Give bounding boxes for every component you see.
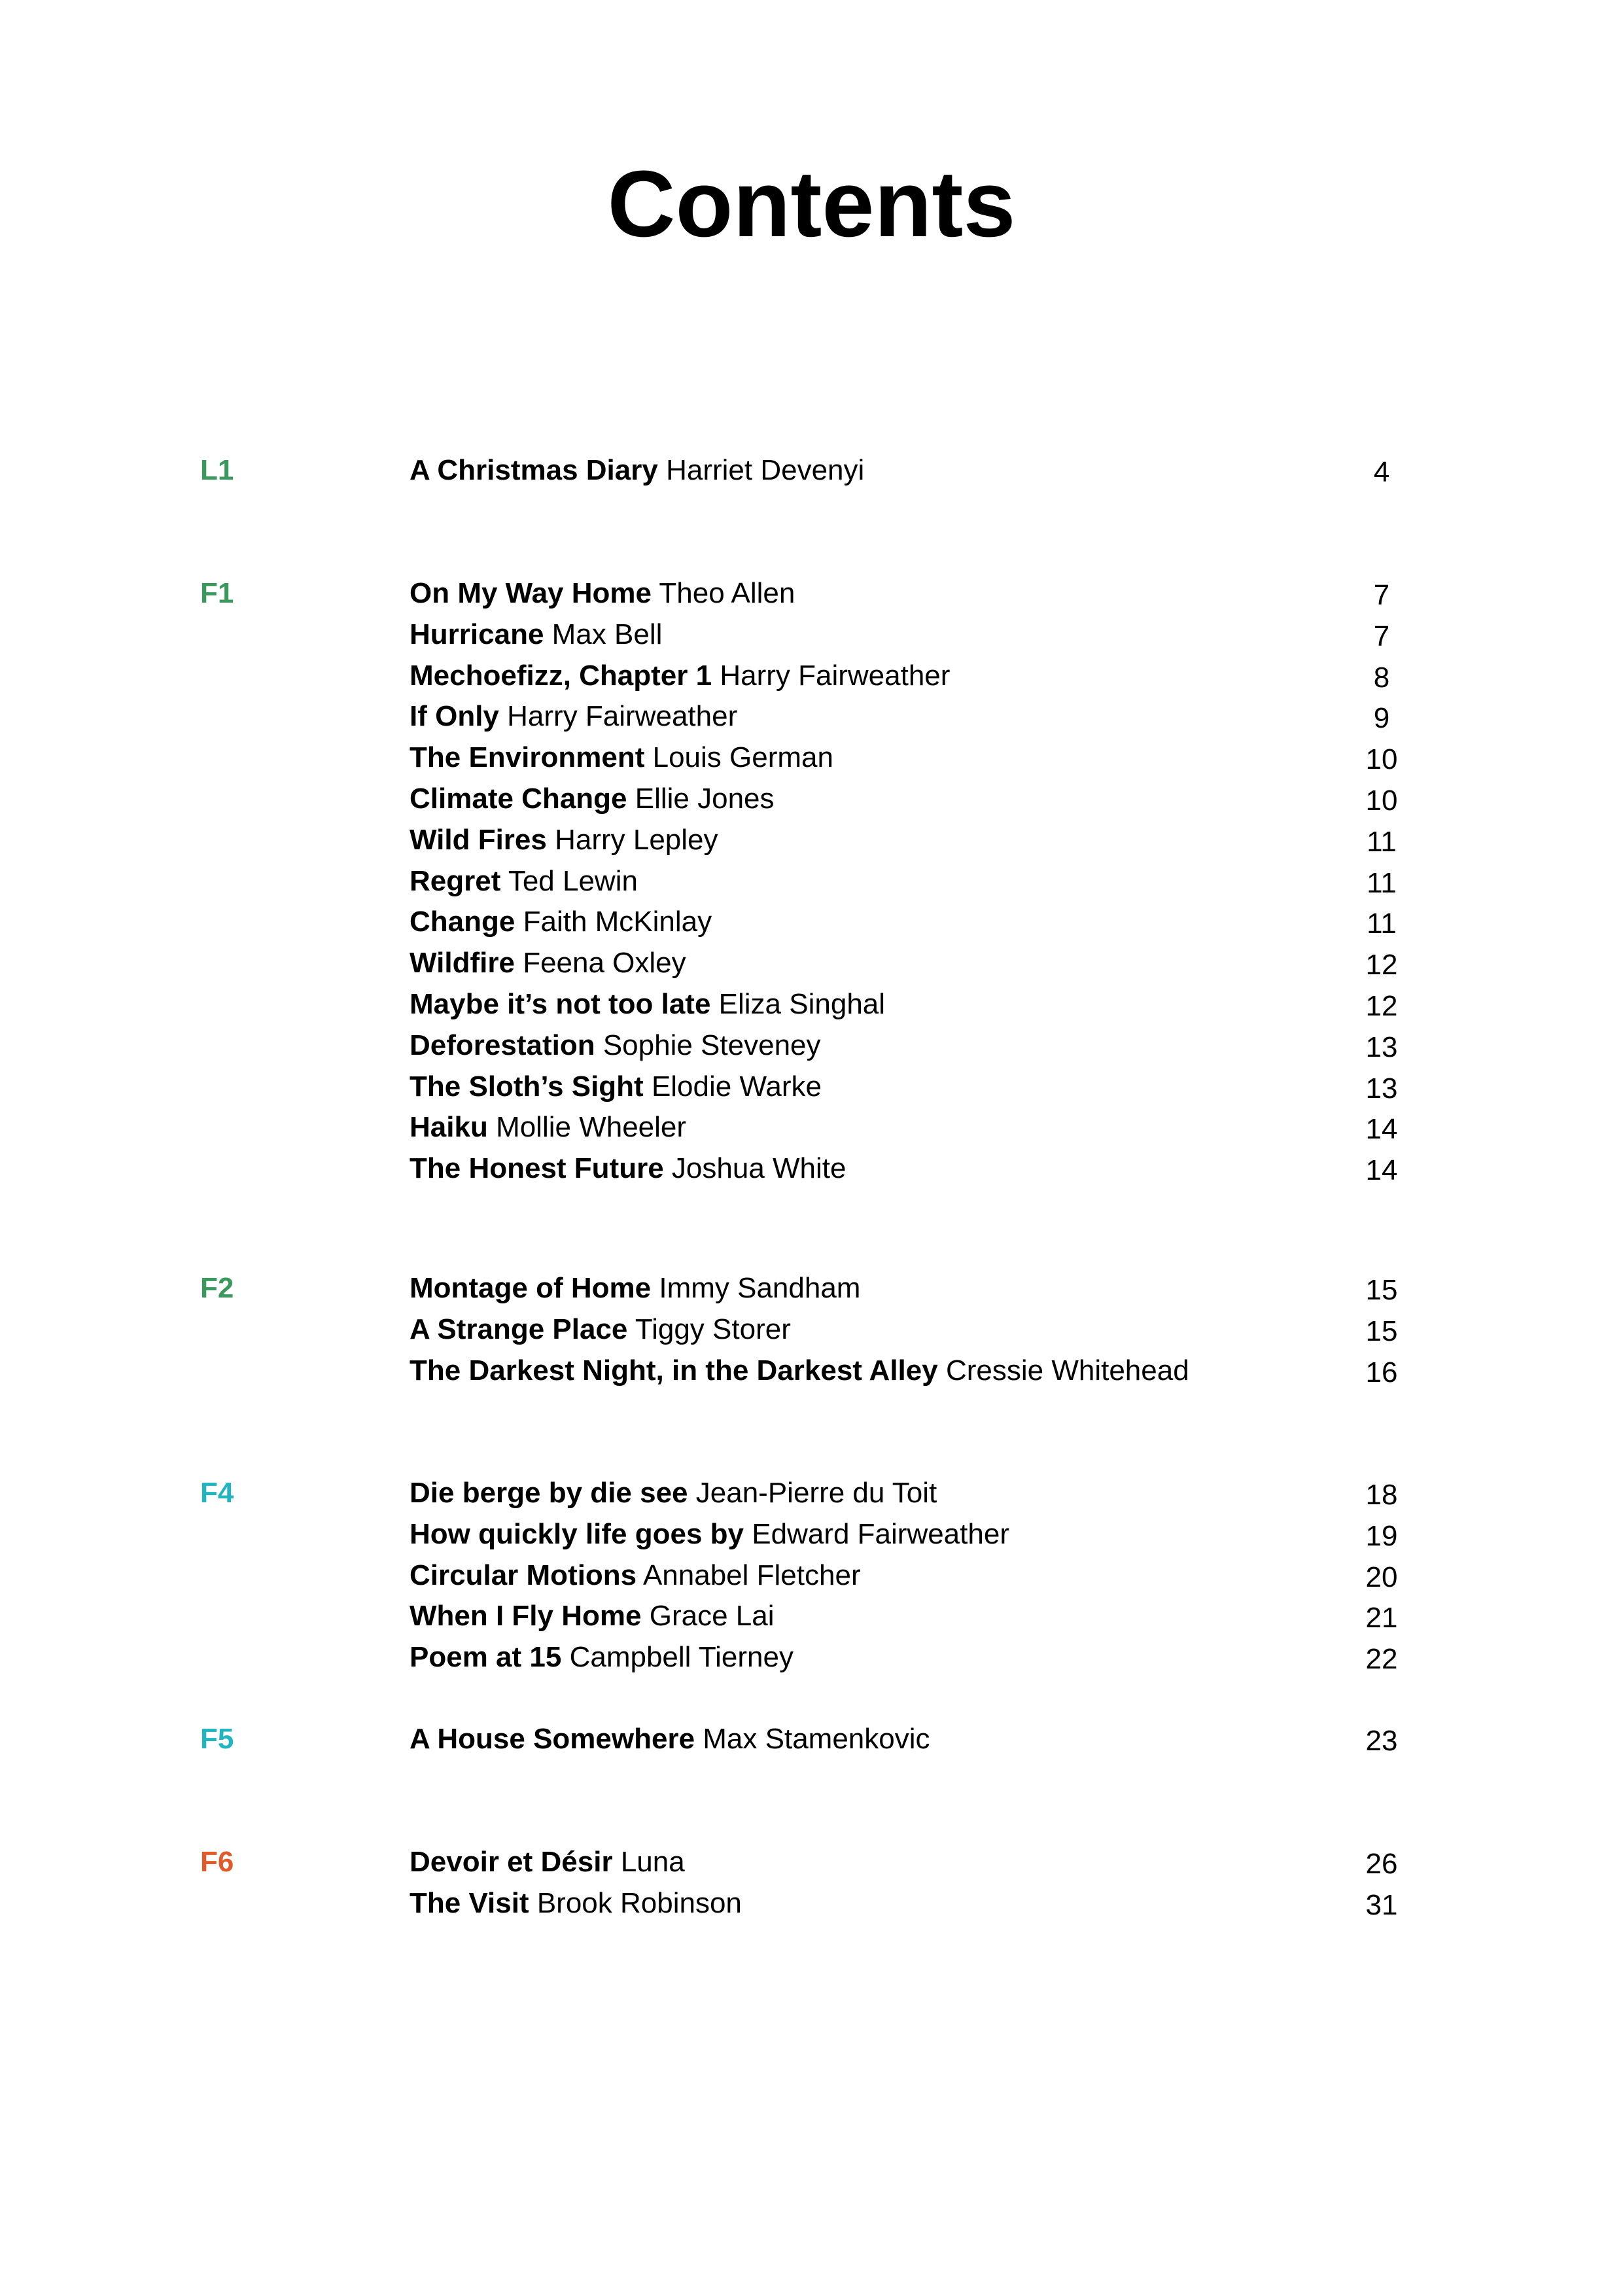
entry-list <box>410 1842 1456 1924</box>
section-label: L1 <box>200 454 234 486</box>
toc-entry <box>410 1842 1456 1883</box>
entry-list <box>410 1473 1456 1678</box>
entry-page-number: 12 <box>1365 949 1398 981</box>
entry-page-number: 16 <box>1365 1356 1398 1388</box>
entry-list <box>410 1268 1456 1391</box>
entry-title: Devoir et Désir <box>410 1846 613 1878</box>
entry-author: Annabel Fletcher <box>642 1559 861 1591</box>
entry-title: Deforestation <box>410 1029 595 1061</box>
toc-entry <box>410 1555 1456 1597</box>
entry-author: Tiggy Storer <box>635 1313 791 1345</box>
toc-entry <box>410 1351 1456 1392</box>
entry-author: Immy Sandham <box>659 1272 861 1304</box>
section-label: F4 <box>200 1477 234 1509</box>
toc-entry <box>410 1309 1456 1351</box>
section-label: F6 <box>200 1846 234 1878</box>
entry-page-number: 15 <box>1365 1274 1398 1306</box>
toc-entry <box>410 1025 1456 1067</box>
entry-author: Mollie Wheeler <box>496 1111 687 1144</box>
entry-title: Poem at 15 <box>410 1641 562 1674</box>
entry-author: Louis German <box>652 741 833 774</box>
toc-entry <box>410 1719 1456 1760</box>
entry-title: On My Way Home <box>410 577 652 609</box>
toc-entry <box>410 820 1456 861</box>
toc-entry <box>410 1637 1456 1678</box>
entry-author: Harry Fairweather <box>507 700 738 733</box>
entry-page-number: 23 <box>1365 1725 1398 1757</box>
toc-entry <box>410 902 1456 943</box>
toc-entry <box>410 1473 1456 1514</box>
entry-page-number: 26 <box>1365 1848 1398 1880</box>
entry-title: Circular Motions <box>410 1559 637 1591</box>
entry-page-number: 12 <box>1365 989 1398 1022</box>
entry-page-number: 13 <box>1365 1072 1398 1104</box>
entry-author: Faith McKinlay <box>523 906 712 938</box>
entry-title: A House Somewhere <box>410 1723 695 1755</box>
entry-page-number: 10 <box>1365 784 1398 817</box>
toc-entry <box>410 861 1456 902</box>
toc-entry <box>410 779 1456 820</box>
toc-entry <box>410 450 1456 491</box>
section-label: F5 <box>200 1723 234 1755</box>
entry-page-number: 14 <box>1365 1113 1398 1146</box>
entry-title: Wildfire <box>410 947 515 980</box>
section-label: F2 <box>200 1272 234 1304</box>
entry-title: Hurricane <box>410 618 544 650</box>
entry-page-number: 31 <box>1365 1888 1398 1921</box>
entry-author: Edward Fairweather <box>752 1517 1009 1550</box>
toc-entry <box>410 573 1456 614</box>
toc-entry <box>410 1107 1456 1148</box>
entry-page-number: 8 <box>1373 661 1390 694</box>
entry-title: The Darkest Night, in the Darkest Alley <box>410 1354 938 1386</box>
entry-title: The Sloth’s Sight <box>410 1070 644 1103</box>
entry-title: When I Fly Home <box>410 1600 642 1633</box>
entry-list <box>410 1719 1456 1760</box>
entry-list <box>410 450 1456 491</box>
entry-title: Die berge by die see <box>410 1477 688 1509</box>
toc-entry <box>410 984 1456 1025</box>
entry-author: Ellie Jones <box>635 782 775 815</box>
entry-title: If Only <box>410 700 499 733</box>
entry-title: Mechoefizz, Chapter 1 <box>410 659 712 692</box>
entry-page-number: 19 <box>1365 1519 1398 1552</box>
entry-author: Max Stamenkovic <box>703 1723 930 1755</box>
toc-entry <box>410 1268 1456 1309</box>
entry-page-number: 15 <box>1365 1315 1398 1347</box>
toc-entry <box>410 737 1456 779</box>
toc-entry <box>410 1514 1456 1555</box>
entry-title: The Visit <box>410 1886 529 1919</box>
entry-title: Montage of Home <box>410 1272 652 1304</box>
entry-author: Eliza Singhal <box>718 987 886 1020</box>
entry-author: Elodie Warke <box>651 1070 822 1103</box>
toc-entry <box>410 1596 1456 1637</box>
entry-list <box>410 573 1456 1190</box>
entry-page-number: 11 <box>1367 908 1397 940</box>
entry-author: Joshua White <box>671 1152 846 1185</box>
entry-title: Change <box>410 906 515 938</box>
entry-page-number: 18 <box>1365 1479 1398 1511</box>
toc-entry <box>410 656 1456 697</box>
entry-author: Feena Oxley <box>523 947 686 980</box>
entry-title: Haiku <box>410 1111 488 1144</box>
entry-page-number: 14 <box>1365 1154 1398 1187</box>
toc-entry <box>410 696 1456 737</box>
entry-title: Maybe it’s not too late <box>410 987 711 1020</box>
entry-author: Grace Lai <box>649 1600 775 1633</box>
entry-author: Brook Robinson <box>536 1886 742 1919</box>
entry-page-number: 11 <box>1367 825 1397 858</box>
toc-entry <box>410 1148 1456 1190</box>
entry-author: Jean-Pierre du Toit <box>695 1477 937 1509</box>
toc-entry <box>410 1883 1456 1924</box>
entry-author: Harry Lepley <box>555 823 718 856</box>
entry-author: Theo Allen <box>659 577 795 609</box>
entry-page-number: 21 <box>1365 1602 1398 1634</box>
entry-title: The Environment <box>410 741 645 774</box>
entry-page-number: 7 <box>1373 620 1390 652</box>
entry-author: Sophie Steveney <box>602 1029 821 1061</box>
toc-entry <box>410 943 1456 984</box>
entry-title: Regret <box>410 864 501 897</box>
entry-page-number: 13 <box>1365 1031 1398 1063</box>
entry-title: A Christmas Diary <box>410 454 658 486</box>
entry-title: The Honest Future <box>410 1152 664 1185</box>
toc-entry <box>410 614 1456 656</box>
entry-page-number: 11 <box>1367 866 1397 899</box>
entry-page-number: 20 <box>1365 1561 1398 1593</box>
entry-page-number: 7 <box>1373 579 1390 611</box>
entry-author: Harriet Devenyi <box>666 454 865 486</box>
entry-page-number: 10 <box>1365 743 1398 776</box>
entry-author: Cressie Whitehead <box>945 1354 1189 1386</box>
section-label: F1 <box>200 577 234 609</box>
entry-author: Luna <box>620 1846 685 1878</box>
entry-page-number: 9 <box>1373 702 1390 735</box>
entry-page-number: 22 <box>1365 1643 1398 1676</box>
entry-title: A Strange Place <box>410 1313 628 1345</box>
toc-entry <box>410 1067 1456 1108</box>
entry-title: Wild Fires <box>410 823 547 856</box>
entry-author: Campbell Tierney <box>569 1641 794 1674</box>
entry-author: Harry Fairweather <box>720 659 951 692</box>
entry-title: Climate Change <box>410 782 627 815</box>
entry-author: Max Bell <box>551 618 663 650</box>
entry-author: Ted Lewin <box>508 864 638 897</box>
entry-page-number: 4 <box>1373 456 1390 488</box>
page-title: Contents <box>607 151 1016 256</box>
entry-title: How quickly life goes by <box>410 1517 744 1550</box>
